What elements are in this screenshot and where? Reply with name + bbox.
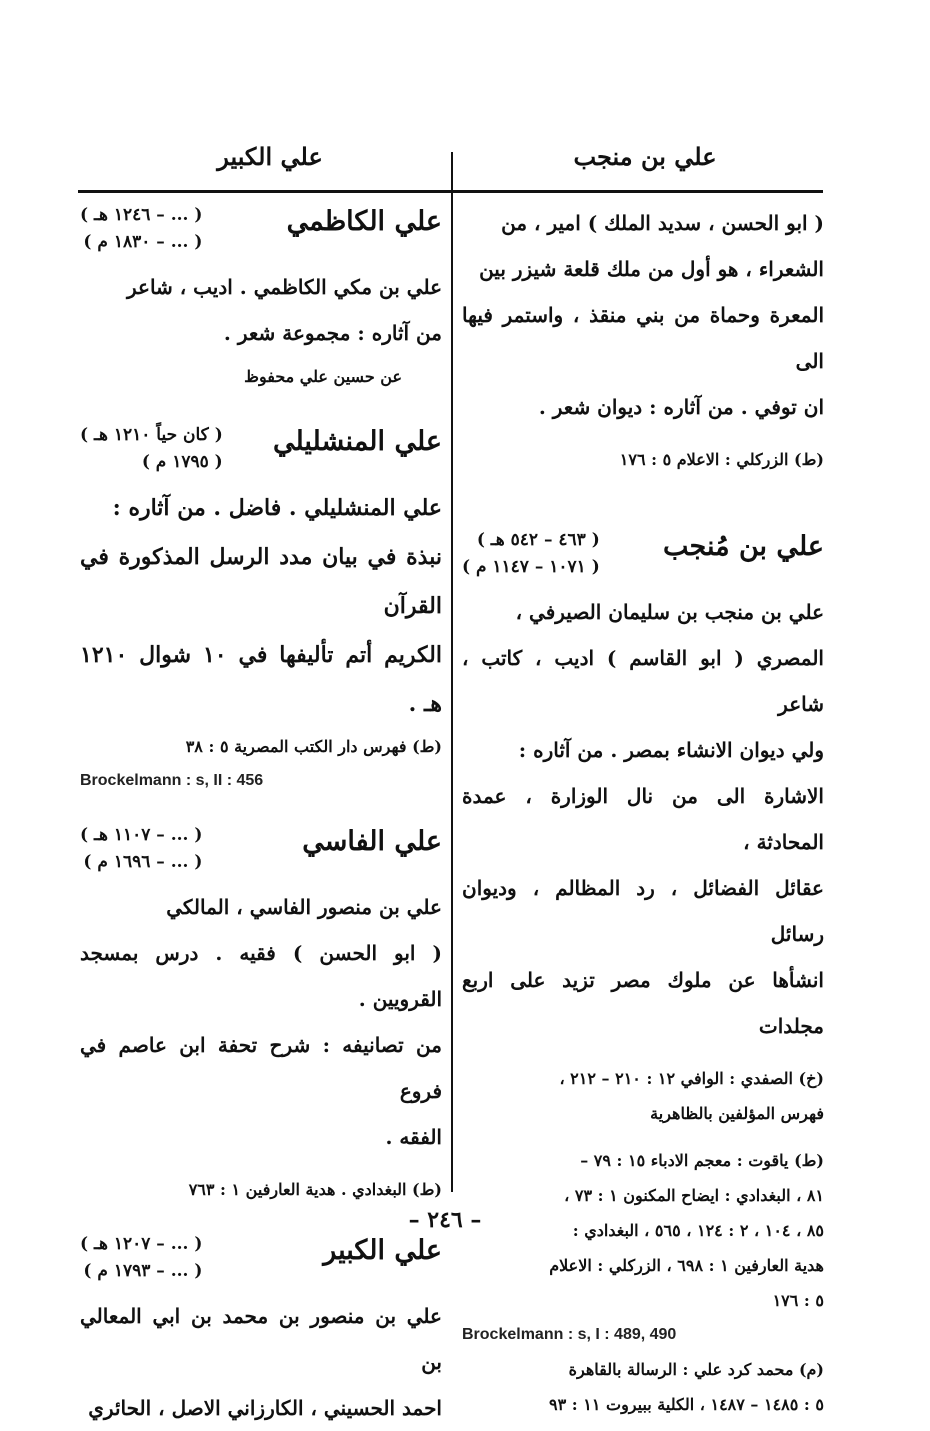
entry-header (462, 525, 824, 589)
entry-dates (80, 422, 223, 476)
source-line: (ط) البغدادي . هدية العارفين ١ : ٧٦٣ (188, 1180, 442, 1199)
dates-gregorian: ( ١٧٩٥ م ) (141, 452, 223, 472)
entry-header (80, 1229, 442, 1293)
source-line: ٥ : ١٧٦ (772, 1291, 824, 1310)
source-line: ٨٥ ، ١٠٤ ، ٢ : ١٢٤ ، ٥٦٥ ، البغدادي : (572, 1221, 824, 1240)
source-line: ٨١ ، البغدادي : ايضاح المكنون ١ : ٧٣ ، (564, 1186, 824, 1205)
entry-body-line: الاشارة الى من نال الوزارة ، عمدة المحادثة ، (462, 784, 824, 854)
entry-header (80, 420, 442, 484)
entry-body-line: احمد الحسيني ، الكارزاني الاصل ، الحائري (88, 1396, 442, 1420)
running-header-left: علي الكبير (217, 142, 323, 171)
latin-reference: Brockelmann : s, II : 456 (80, 772, 264, 789)
source-line: (خ) الصفدي : الوافي ١٢ : ٢١٠ – ٢١٢ ، (559, 1069, 824, 1088)
entry-body-line: من آثاره : مجموعة شعر . (223, 321, 442, 345)
entry-body-line: الكريم أتم تأليفها في ١٠ شوال ١٢١٠ هـ . (80, 642, 442, 717)
intro-source: (ط) الزركلي : الاعلام ٥ : ١٧٦ (619, 450, 824, 469)
source-line: (ط) فهرس دار الكتب المصرية ٥ : ٣٨ (185, 737, 442, 756)
entry-body-line: علي بن منصور بن محمد بن ابي المعالي بن (80, 1304, 442, 1374)
latin-reference: Brockelmann : s, I : 489, 490 (462, 1326, 677, 1343)
intro-line: ان توفي . من آثاره : ديوان شعر . (538, 395, 824, 419)
entry-body-line: علي المنشليلي . فاضل . من آثاره : (112, 495, 442, 521)
right-column (462, 200, 824, 1422)
entry-name: علي الكبير (323, 1235, 442, 1266)
dates-hijri: ( كان حياً ١٢١٠ هـ ) (80, 425, 223, 445)
source-line: (ط) ياقوت : معجم الادباء ١٥ : ٧٩ – (580, 1151, 824, 1170)
entry-name: علي الفاسي (302, 826, 442, 857)
entry-body-line: علي بن منجب بن سليمان الصيرفي ، (515, 600, 824, 624)
intro-line: الشعراء ، هو أول من ملك قلعة شيزر بين (479, 257, 824, 281)
dates-hijri: ( ... – ١٢٤٦ هـ ) (80, 205, 203, 225)
intro-line: المعرة وحماة من بني منقذ ، واستمر فيها الى (462, 303, 824, 373)
dates-hijri: ( ٤٦٣ – ٥٤٢ هـ ) (476, 530, 600, 550)
column-divider (451, 152, 453, 1192)
page-number: – ٢٤٦ – (408, 1207, 482, 1233)
dates-gregorian: ( ... – ١٧٩٣ م ) (83, 1261, 203, 1281)
intro-line: ( ابو الحسن ، سديد الملك ) امير ، من (501, 211, 824, 235)
source-line: ٥ : ١٤٨٥ – ١٤٨٧ ، الكلية ببيروت ١١ : ٩٣ (549, 1395, 824, 1414)
entry-body-line: المصري ( ابو القاسم ) اديب ، كاتب ، شاعر (462, 646, 824, 716)
entry-body-line: نبذة في بيان مدد الرسل المذكورة في القرآن (80, 544, 442, 619)
entry-name: علي المنشليلي (272, 426, 442, 457)
entry-header (80, 200, 442, 264)
source-line: (م) محمد كرد علي : الرسالة بالقاهرة (568, 1360, 824, 1379)
source-line: فهرس المؤلفين بالظاهرية (650, 1104, 824, 1123)
entry-body-line: عقائل الفضائل ، رد المظالم ، وديوان رسائل (462, 876, 824, 946)
entry-dates (80, 1231, 202, 1285)
running-header-right: علي بن منجب (573, 142, 717, 171)
entry-body-line: ( ابو الحسن ) فقيه . درس بمسجد القرويين . (80, 941, 442, 1011)
dates-gregorian: ( ... – ١٨٣٠ م ) (83, 232, 203, 252)
entry-name: علي بن مُنجب (663, 531, 824, 562)
entry-dates (462, 527, 600, 581)
source-line: هدية العارفين ١ : ٦٩٨ ، الزركلي : الاعلام (549, 1256, 824, 1275)
entry-body-line: علي بن مكي الكاظمي . اديب ، شاعر (126, 275, 442, 299)
entry-dates (80, 822, 202, 876)
dates-hijri: ( ... – ١١٠٧ هـ ) (80, 825, 203, 845)
author-note: عن حسين علي محفوظ (244, 367, 402, 386)
dates-gregorian: ( ... – ١٦٩٦ م ) (83, 852, 203, 872)
entry-body-line: علي بن منصور الفاسي ، المالكي (166, 895, 442, 919)
dates-gregorian: ( ١٠٧١ – ١١٤٧ م ) (462, 557, 600, 577)
entry-body-line: انشأها عن ملوك مصر تزيد على اربع مجلدات (462, 968, 824, 1038)
dates-hijri: ( ... – ١٢٠٧ هـ ) (80, 1234, 203, 1254)
entry-body-line: من تصانيفه : شرح تحفة ابن عاصم في فروع (80, 1033, 442, 1103)
entry-dates (80, 202, 202, 256)
entry-body-line: ولي ديوان الانشاء بمصر . من آثاره : (518, 738, 824, 762)
entry-name: علي الكاظمي (286, 206, 442, 237)
left-column (80, 200, 442, 1431)
entry-body-line: الفقه . (385, 1125, 442, 1149)
entry-header (80, 820, 442, 884)
